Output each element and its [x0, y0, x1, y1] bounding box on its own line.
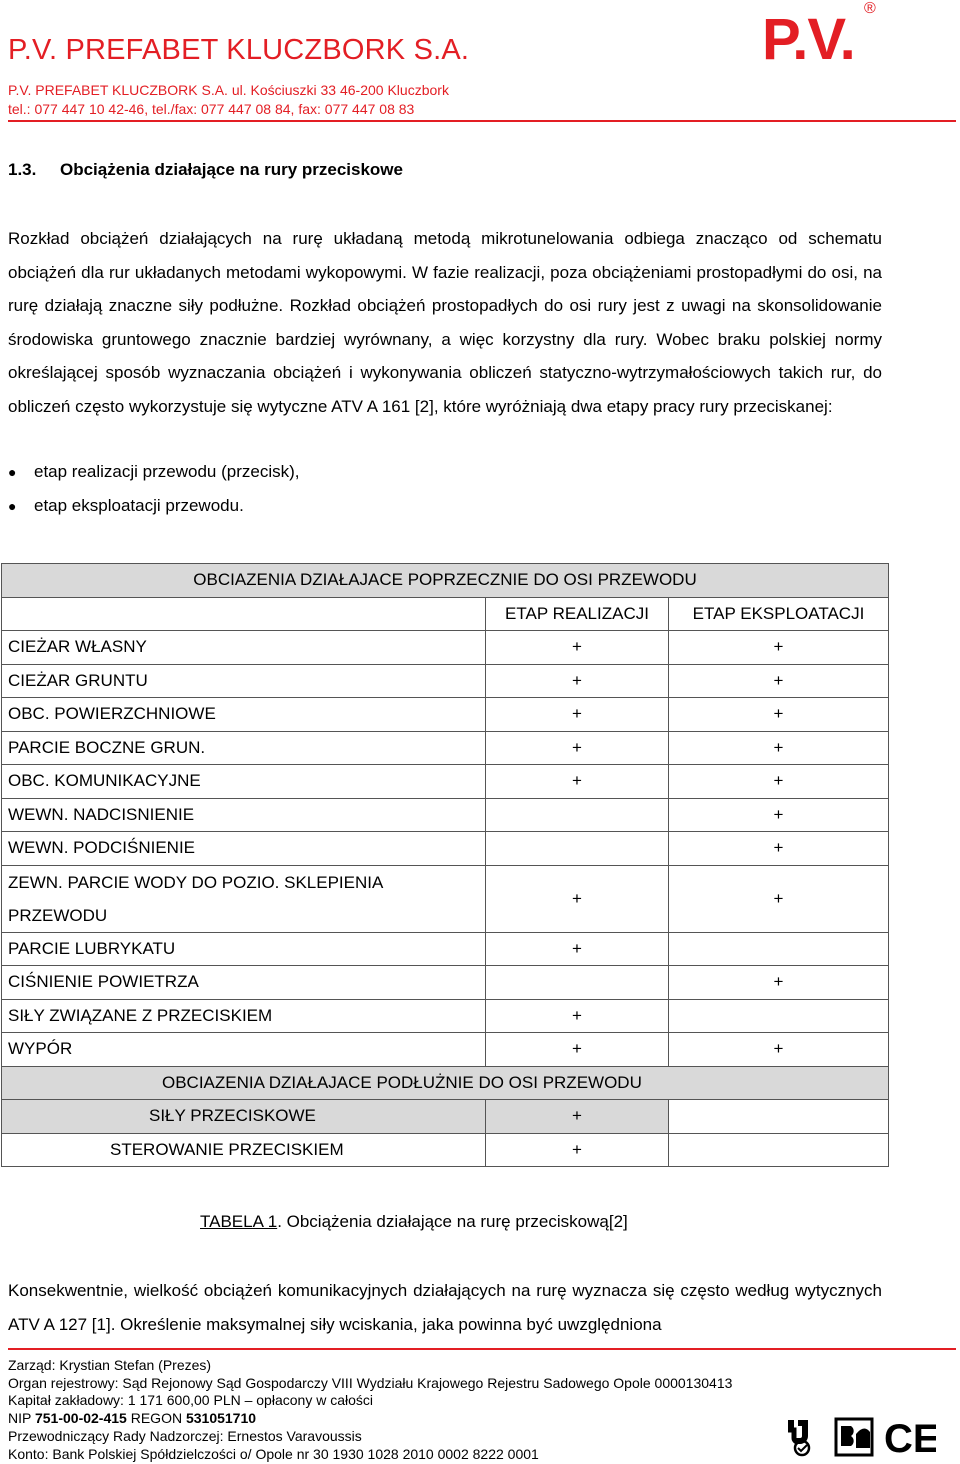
- table-header-longitudinal: OBCIAZENIA DZIAŁAJACE PODŁUŻNIE DO OSI PRZEWODU: [2, 1066, 889, 1100]
- bridge-certificate-icon: [836, 1419, 872, 1455]
- table-row: PARCIE LUBRYKATU +: [2, 932, 889, 966]
- table-row: CIŚNIENIE POWIETRZA +: [2, 966, 889, 1000]
- table-row: WYPÓR + +: [2, 1033, 889, 1067]
- table-header-transverse: OBCIAZENIA DZIAŁAJACE POPRZECZNIE DO OSI PRZEWODU: [2, 564, 889, 598]
- table-row: STEROWANIE PRZECISKIEM +: [2, 1133, 889, 1167]
- caption-text: . Obciążenia działające na rurę przeciskową[2]: [277, 1212, 628, 1231]
- table-row: SIŁY ZWIĄZANE Z PRZECISKIEM +: [2, 999, 889, 1033]
- ce-mark-icon: CE: [884, 1417, 936, 1458]
- section-number: 1.3.: [8, 160, 37, 179]
- footer-board: Zarząd: Krystian Stefan (Prezes): [8, 1357, 212, 1373]
- loads-table: [1, 563, 889, 1167]
- list-item: ● etap eksploatacji przewodu.: [8, 496, 244, 515]
- continuation-paragraph: Konsekwentnie, wielkość obciążeń komunikacyjnych działających na rurę wyznacza się często według wytycznych ATV A 127 [1]. Określenie maksymalnej siły wciskania, jaka powinna być uwzględniona: [8, 1281, 882, 1334]
- section-title: Obciążenia działające na rury przeciskowe: [60, 160, 403, 179]
- company-address: P.V. PREFABET KLUCZBORK S.A. ul. Kościuszki 33 46-200 Kluczbork: [8, 82, 449, 98]
- bullet-icon: ●: [8, 464, 17, 480]
- header-divider: [8, 120, 956, 122]
- bullet-icon: ●: [8, 498, 17, 514]
- footer-bank: Konto: Bank Polskiej Spółdzielczości o/ Opole nr 30 1930 1028 2010 0002 8222 0001: [8, 1446, 539, 1462]
- table-row: OBC. POWIERZCHNIOWE + +: [2, 698, 889, 732]
- footer-nip-regon: NIP 751-00-02-415 REGON 531051710: [8, 1410, 257, 1426]
- footer-capital: Kapitał zakładowy: 1 171 600,00 PLN – opłacony w całości: [8, 1392, 373, 1408]
- company-contact: tel.: 077 447 10 42-46, tel./fax: 077 447 08 84, fax: 077 447 08 83: [8, 101, 415, 117]
- column-header-realizacji: ETAP REALIZACJI: [486, 597, 669, 631]
- section-heading: [8, 160, 403, 180]
- column-header-eksploatacji: ETAP EKSPLOATACJI: [669, 597, 889, 631]
- table-row: CIEŻAR WŁASNY + +: [2, 631, 889, 665]
- table-caption: [200, 1212, 628, 1232]
- company-logo: P.V.: [762, 7, 855, 72]
- quality-certificate-icon: [788, 1420, 809, 1455]
- table-row: OBC. KOMUNIKACYJNE + +: [2, 765, 889, 799]
- table-row: SIŁY PRZECISKOWE +: [2, 1100, 889, 1134]
- table-row: CIEŻAR GRUNTU + +: [2, 664, 889, 698]
- certification-icons: [786, 1416, 936, 1463]
- registered-mark: ®: [864, 0, 876, 17]
- table-row: WEWN. PODCIŚNIENIE +: [2, 832, 889, 866]
- table-row: PARCIE BOCZNE GRUN. + +: [2, 731, 889, 765]
- intro-paragraph: Rozkład obciążeń działających na rurę układaną metodą mikrotunelowania odbiega znacząco od schematu obciążeń dla rur układanych metodami wykopowymi. W fazie realizacji, poza obciążeniami prostopadłymi do osi, na rurę działają znaczne siły podłużne. Rozkład obciążeń prostopadłych do osi rury jest z uwagi na skonsolidowanie środowiska gruntowego znacznie bardziej wyrównany, a więc korzystny dla rury. Wobec braku polskiej normy określającej sposób wyznaczania obciążeń i wykonywania obliczeń statyczno-wytrzymałościowych takich rur, do obliczeń często wykorzystuje się wytyczne ATV A 161 [2], które wyróżniają dwa etapy pracy rury przeciskanej:: [8, 229, 882, 416]
- caption-label: TABELA 1: [200, 1212, 278, 1231]
- company-title: P.V. PREFABET KLUCZBORK S.A.: [8, 34, 470, 66]
- list-item: ● etap realizacji przewodu (przecisk),: [8, 462, 300, 481]
- table-row: WEWN. NADCISNIENIE +: [2, 798, 889, 832]
- footer-divider: [8, 1348, 956, 1350]
- table-row: ZEWN. PARCIE WODY DO POZIO. SKLEPIENIA PRZEWODU + +: [2, 865, 889, 932]
- footer-registry: Organ rejestrowy: Sąd Rejonowy Sąd Gospodarczy VIII Wydziału Krajowego Rejestru Sadowego Opole 0000130413: [8, 1375, 733, 1391]
- footer-supervisory: Przewodniczący Rady Nadzorczej: Ernestos Varavoussis: [8, 1428, 362, 1444]
